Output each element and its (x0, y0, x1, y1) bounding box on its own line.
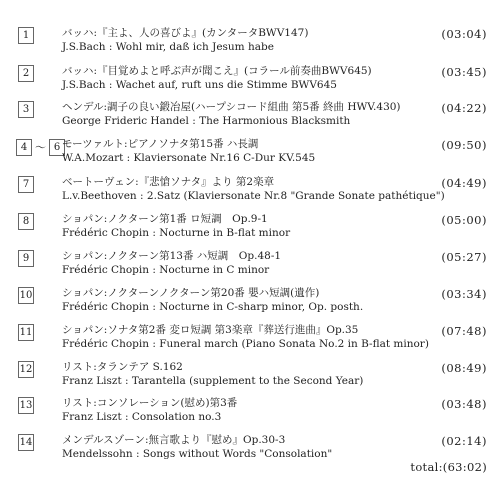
track-title-en: Frédéric Chopin : Nocturne in C minor (62, 264, 270, 276)
track-number-range (16, 139, 65, 156)
track-row (0, 60, 500, 94)
track-duration: (05:27) (441, 250, 487, 264)
track-row (0, 392, 500, 426)
track-title-ja: メンデルスゾーン:無言歌より『慰め』Op.30-3 (62, 434, 286, 446)
track-duration: (09:50) (441, 138, 487, 152)
track-row (0, 96, 500, 130)
track-duration: (04:49) (441, 176, 487, 190)
range-tilde: 〜 (35, 141, 46, 154)
track-number: 1 (18, 27, 34, 44)
track-number: 7 (18, 176, 34, 193)
track-title-en: W.A.Mozart : Klaviersonate Nr.16 C-Dur KV.545 (62, 152, 316, 164)
track-title-en: Franz Liszt : Tarantella (supplement to the Second Year) (62, 375, 364, 387)
track-title-en: Frédéric Chopin : Nocturne in C-sharp minor, Op. posth. (62, 301, 364, 313)
track-title-en: Mendelssohn : Songs without Words "Consolation" (62, 448, 333, 460)
track-duration: (08:49) (441, 361, 487, 375)
track-duration: (02:14) (441, 434, 487, 448)
track-row (0, 133, 500, 167)
track-duration: (03:34) (441, 287, 487, 301)
track-row (0, 356, 500, 390)
track-title-en: J.S.Bach : Wohl mir, daß ich Jesum habe (62, 41, 274, 53)
track-duration: (03:45) (441, 65, 487, 79)
track-title-en: George Frideric Handel : The Harmonious Blacksmith (62, 115, 351, 127)
track-number: 2 (18, 65, 34, 82)
track-number: 11 (18, 324, 34, 341)
track-title-en: J.S.Bach : Wachet auf, ruft uns die Stimme BWV645 (62, 79, 337, 91)
track-row (0, 208, 500, 242)
track-title-ja: ショパン:ノクターン第13番 ハ短調 Op.48-1 (62, 250, 282, 262)
track-title-ja: リスト:コンソレーション(慰め)第3番 (62, 397, 238, 409)
track-title-en: Frédéric Chopin : Funeral march (Piano Sonata No.2 in B-flat minor) (62, 338, 429, 350)
track-title-en: Frédéric Chopin : Nocturne in B-flat minor (62, 227, 291, 239)
track-duration: (03:04) (441, 27, 487, 41)
track-number: 9 (18, 250, 34, 267)
track-title-ja: ショパン:ソナタ第2番 変ロ短調 第3楽章『葬送行進曲』Op.35 (62, 324, 359, 336)
track-number: 13 (18, 397, 34, 414)
track-title-ja: ベートーヴェン:『悲愴ソナタ』より 第2楽章 (62, 176, 275, 188)
track-title-en: L.v.Beethoven : 2.Satz (Klaviersonate Nr.8 "Grande Sonate pathétique") (62, 190, 445, 202)
track-number: 14 (18, 434, 34, 451)
track-duration: (05:00) (441, 213, 487, 227)
track-title-ja: モーツァルト:ピアノソナタ第15番 ハ長調 (62, 138, 259, 150)
track-title-ja: リスト:タランテア S.162 (62, 361, 183, 373)
track-title-ja: バッハ:『主よ、人の喜びよ』(カンタータBWV147) (62, 27, 309, 39)
track-title-ja: バッハ:『目覚めよと呼ぶ声が聞こえ』(コラール前奏曲BWV645) (62, 65, 372, 77)
track-row (0, 429, 500, 463)
track-title-en: Franz Liszt : Consolation no.3 (62, 411, 222, 423)
track-row (0, 171, 500, 205)
track-duration: (03:48) (441, 397, 487, 411)
track-row (0, 319, 500, 353)
track-duration: (04:22) (441, 101, 487, 115)
track-row (0, 282, 500, 316)
track-number-from: 4 (16, 139, 32, 156)
total-duration: total:(63:02) (410, 460, 487, 474)
track-duration: (07:48) (441, 324, 487, 338)
track-title-ja: ヘンデル:調子の良い鍛冶屋(ハープシコード組曲 第5番 終曲 HWV.430) (62, 101, 401, 113)
track-number: 3 (18, 101, 34, 118)
track-number-to: 6 (49, 139, 65, 156)
track-number: 12 (18, 361, 34, 378)
track-number: 8 (18, 213, 34, 230)
track-title-ja: ショパン:ノクターンノクターン第20番 嬰ハ短調(遺作) (62, 287, 320, 299)
track-row (0, 22, 500, 56)
track-title-ja: ショパン:ノクターン第1番 ロ短調 Op.9-1 (62, 213, 268, 225)
track-row (0, 245, 500, 279)
track-number: 10 (18, 287, 34, 304)
